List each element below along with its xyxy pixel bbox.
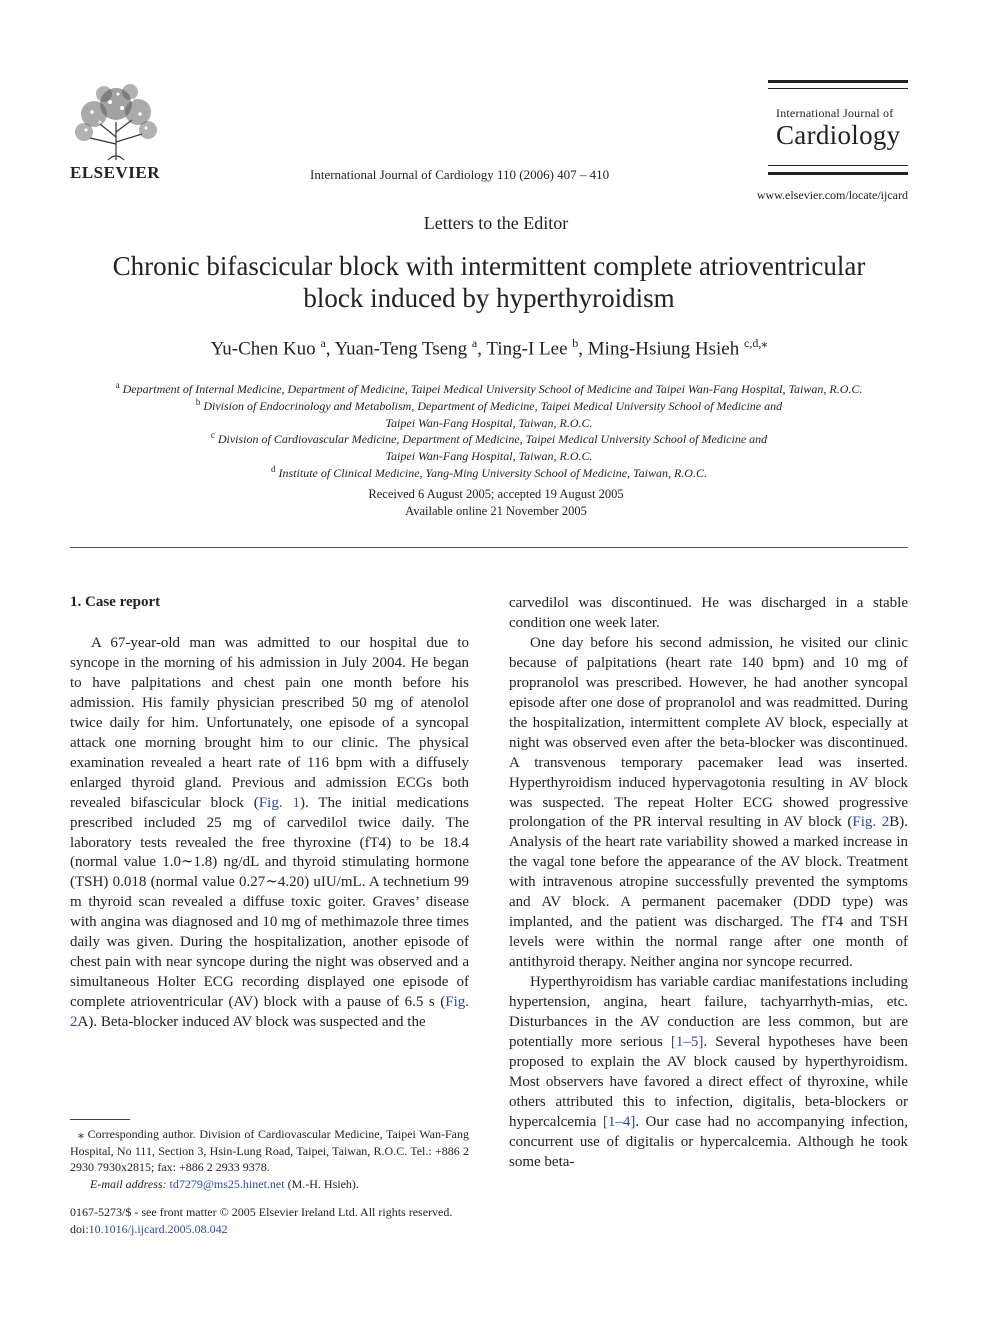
affil-sup: a (115, 380, 120, 390)
author-sup: a (471, 336, 478, 350)
affil-text: Division of Endocrinology and Metabolism, Department of Medicine, Taipei Medical University School of Medicine and (203, 399, 783, 413)
paragraph-text: Hyperthyroidism has variable cardiac manifestations including hypertension, angina, heart failure, tachyarrhyth-mias, etc. Disturbances in the AV conduction are less common, but are potentially more serious (509, 974, 908, 1050)
front-matter (70, 1204, 452, 1238)
author-name[interactable]: Yu-Chen Kuo (210, 338, 316, 360)
received-date: Received 6 August 2005; accepted 19 August 2005 (368, 487, 624, 501)
section-heading: 1. Case report (70, 594, 161, 610)
figure-link[interactable]: Fig. 1 (258, 794, 300, 811)
figure-link[interactable]: Fig. 2 (852, 814, 890, 831)
journal-name-small: International Journal of (776, 106, 894, 120)
paragraph (70, 634, 469, 1033)
doi-label: doi: (70, 1222, 89, 1236)
journal-name-big: Cardiology (776, 120, 901, 150)
figure-link[interactable]: Fig. 2 (70, 994, 469, 1031)
article-title (70, 250, 908, 314)
paragraph (509, 973, 908, 1173)
author-name[interactable]: Ting-I Lee (486, 338, 568, 360)
journal-logo-rule (768, 88, 908, 89)
journal-logo (768, 80, 908, 180)
affiliation-d (70, 461, 908, 482)
email-suffix: (M.-H. Hsieh). (284, 1176, 359, 1191)
paragraph-text: ). The initial medications prescribed included 25 mg of carvedilol twice daily. The laboratory tests revealed the free thyroxine (fT4) to be 18.4 (normal value 1.0∼1.8) ng/dL and thyroid stimulating hormone (TSH) 0.018 (normal value 0.27∼4.20) uIU/mL. A technetium 99 m thyroid scan revealed a diffuse toxic goiter. Graves’ disease with angina was diagnosed and 10 mg of methimazole three times daily was given. During the hospitalization, another episode of chest pain with near syncope during the night was observed and a simultaneous Holter ECG recording displayed one episode of complete atrioventricular (AV) block with a pause of 6.5 s ( (70, 794, 469, 1011)
author-list: Yu-Chen Kuo $^a$, Yuan-Teng Tseng $^a$, Ting-I Lee $^b$, Ming-Hsiung Hsieh $^{c,d,⁎}$ (210, 336, 768, 360)
affil-text: Taipei Wan-Fang Hospital, Taiwan, R.O.C. (385, 416, 593, 430)
affil-sup: b (195, 397, 201, 407)
email-label: E-mail address: (90, 1176, 167, 1191)
publisher-name: ELSEVIER (70, 163, 160, 182)
affil-text: Taipei Wan-Fang Hospital, Taiwan, R.O.C. (385, 449, 593, 463)
affiliation-c (70, 427, 908, 465)
paragraph-text: . Our case had no accompanying infection, concurrent use of digitalis or hypercalcemia. Although he took some beta- (509, 1113, 908, 1170)
author-sup: a (320, 336, 326, 350)
reference-link[interactable]: [1–4] (602, 1113, 636, 1130)
left-column (70, 634, 469, 1033)
journal-logo-rule (768, 80, 908, 83)
reference-link[interactable]: [1–5] (670, 1033, 704, 1050)
paragraph-text: B). Analysis of the heart rate variability showed a marked increase in the vagal tone before the appearance of the AV block. Treatment with intravenous atropine successfully prevented the symptoms and AV block. A permanent pacemaker (DDD type) was implanted, and the patient was discharged. The fT4 and TSH levels were within the normal range after one month of antithyroid therapy. Neither angina nor syncope recurred. (509, 814, 909, 971)
author-sup: b (572, 336, 579, 350)
paragraph-text: A). Beta-blocker induced AV block was suspected and the (77, 1014, 426, 1031)
affil-sup: d (271, 464, 276, 474)
footnote (70, 1126, 469, 1192)
footnote-body: Corresponding author. Division of Cardiovascular Medicine, Taipei Wan-Fang Hospital, No 111, Section 3, Hsin-Lung Road, Taipei, Taiwan, R.O.C. Tel.: +886 2 2930 7930x2815; fax: +886 2 2933 9378. (70, 1127, 469, 1174)
affil-text: Department of Internal Medicine, Department of Medicine, Taipei Medical University School of Medicine and Taipei Wan-Fang Hospital, Taiwan, R.O.C. (122, 382, 863, 396)
journal-logo-rule (768, 165, 908, 166)
affil-sup: c (210, 430, 215, 440)
title-line-1: Chronic bifascicular block with intermittent complete atrioventricular (112, 251, 866, 281)
paragraph (509, 634, 908, 973)
paragraph-text: . Several hypotheses have been proposed to explain the AV block caused by hyperthyroidism. Most observers have favored a direct effect of thyroxine, while others attributed this to infection, digitalis, beta-blockers or hypercalcemia (509, 1033, 908, 1130)
footnote-email (70, 1176, 469, 1193)
affil-text: Division of Cardiovascular Medicine, Department of Medicine, Taipei Medical University School of Medicine and (217, 432, 768, 446)
footnote-text (70, 1126, 469, 1176)
doi-line (70, 1221, 452, 1238)
email-link[interactable]: td7279@ms25.hinet.net (169, 1176, 285, 1191)
paragraph-text: A 67-year-old man was admitted to our hospital due to syncope in the morning of his admission in July 2004. He began to have palpitations and chest pain one month before his admission. His family physician prescribed 50 mg of atenolol twice daily for him. Unfortunately, one episode of a syncopal attack one morning brought him to our clinic. The physical examination revealed a heart rate of 116 bpm with a diffusely enlarged thyroid gland. Previous and admission ECGs both revealed bifascicular block ( (70, 635, 469, 811)
online-date: Available online 21 November 2005 (405, 504, 587, 518)
footnote-divider (70, 1119, 130, 1120)
footnote-marker: ⁎ (78, 1127, 84, 1141)
author-name[interactable]: Ming-Hsiung Hsieh (587, 338, 740, 360)
right-column (509, 594, 908, 1173)
doi-link[interactable]: 10.1016/j.ijcard.2005.08.042 (88, 1222, 228, 1236)
header-divider (70, 547, 908, 548)
paragraph-text: One day before his second admission, he visited our clinic because of palpitations (heart rate 140 bpm) and 10 mg of propranolol was prescribed. However, he had another syncopal episode after one dose of propranolol and was readmitted. During the hospitalization, intermittent complete AV block, especially at night was observed even after the beta-blocker was discontinued. A transvenous temporary pacemaker lead was inserted. Hyperthyroidism induced hypervagotonia resulting in AV block was suspected. The repeat Holter ECG showed progressive prolongation of the PR interval resulting in AV block ( (509, 634, 908, 831)
journal-url[interactable]: www.elsevier.com/locate/ijcard (756, 188, 908, 202)
title-line-2: block induced by hyperthyroidism (303, 283, 675, 313)
author-sup: c,d,⁎ (744, 336, 768, 350)
journal-logo-rule (768, 172, 908, 175)
paragraph: carvedilol was discontinued. He was discharged in a stable condition one week later. (509, 595, 908, 631)
issn-line: 0167-5273/$ - see front matter © 2005 Elsevier Ireland Ltd. All rights reserved. (70, 1205, 453, 1219)
section-type: Letters to the Editor (423, 213, 569, 233)
affil-text: Institute of Clinical Medicine, Yang-Ming University School of Medicine, Taiwan, R.O.C. (278, 466, 707, 480)
author-name[interactable]: Yuan-Teng Tseng (334, 338, 468, 360)
journal-citation: International Journal of Cardiology 110 (2006) 407 – 410 (310, 167, 610, 182)
